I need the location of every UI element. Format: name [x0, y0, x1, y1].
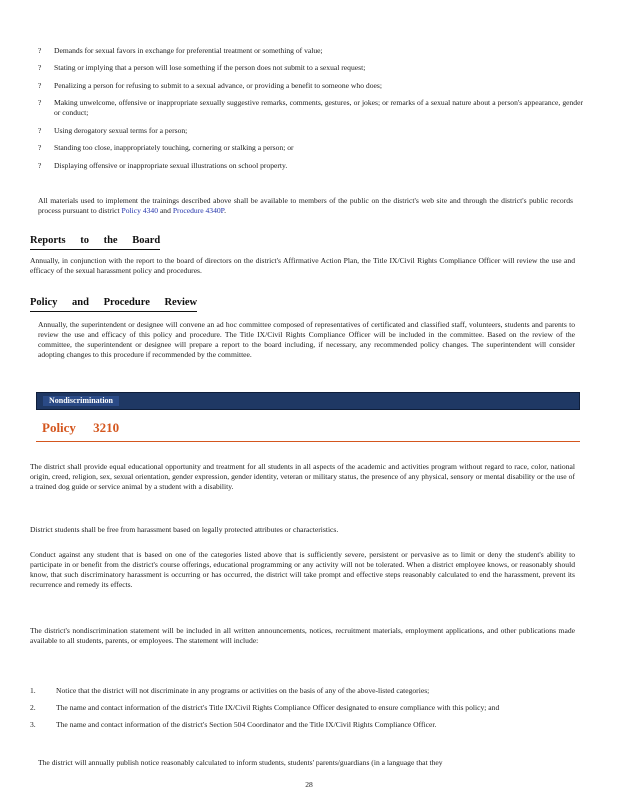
- harassment-examples-list: [38, 46, 583, 178]
- bullet-marker: ?: [38, 125, 42, 135]
- bullet-marker: ?: [38, 160, 42, 170]
- list-item: 2. The name and contact information of the district's Title IX/Civil Rights Compliance Officer designated to ensure compliance with this policy; and: [30, 702, 500, 712]
- item-number: 1.: [30, 686, 36, 695]
- section-banner: [36, 392, 580, 410]
- review-paragraph: Annually, the superintendent or designee will convene an ad hoc committee composed of representatives of certificated and classified staff, volunteers, students and parents to review the use and efficacy of this policy and procedure. The Title IX/Civil Rights Compliance Officer will be included in the committee. Based on the review of the committee, the superintendent or designee will prepare a report to the board including, if necessary, any recommended policy changes. The superintendent will consider adopting changes to this procedure if recommended by the committee.: [38, 320, 575, 359]
- bullet-marker: ?: [38, 46, 42, 55]
- item-number: 2.: [30, 702, 36, 712]
- reports-heading: Reports to the Board: [30, 234, 160, 250]
- list-item: 1. Notice that the district will not discriminate in any programs or activities on the basis of any of the above-listed categories;: [30, 686, 430, 695]
- list-item: ? Stating or implying that a person will lose something if the person does not submit to a sexual request;: [38, 63, 366, 73]
- bullet-marker: ?: [38, 98, 42, 108]
- reports-paragraph: Annually, in conjunction with the report to the board of directors on the district's Affirmative Action Plan, the Title IX/Civil Rights Compliance Officer will review the use and efficacy of the sexual harassment policy and procedures.: [30, 256, 575, 275]
- banner-label: Nondiscrimination: [43, 396, 119, 406]
- list-item: ? Making unwelcome, offensive or inappropriate sexually suggestive remarks, comments, gestures, or jokes; or remarks of a sexual nature about a person's appearance, gender or conduct;: [38, 98, 583, 118]
- conduct-paragraph: Conduct against any student that is based on one of the categories listed above that is sufficiently severe, persistent or pervasive as to limit or deny the student's ability to participate in or benefit from the district's course offerings, educational programming or any activity will not be tolerated. When a district employee knows, or reasonably should know, that such discriminatory harassment is occurring or has occurred, the district will take prompt and effective steps reasonably calculated to end the harassment, prevent its recurrence and remedy its effects.: [30, 550, 575, 589]
- page-number: 28: [305, 780, 313, 789]
- training-materials-paragraph: All materials used to implement the trainings described above shall be available to members of the public on the district's web site and through the district's public records process pursuant to district Policy 4340 and Procedure 4340P.: [38, 196, 573, 215]
- statement-paragraph: The district's nondiscrimination statement will be included in all written announcements, notices, recruitment materials, employment applications, and other publications made available to all students, parents, or employees. The statement will include:: [30, 626, 575, 645]
- statement-items-list: [30, 686, 575, 737]
- policy-4340-link[interactable]: Policy 4340: [121, 205, 159, 215]
- bullet-marker: ?: [38, 143, 42, 153]
- bullet-marker: ?: [38, 63, 42, 73]
- list-item: ? Displaying offensive or inappropriate sexual illustrations on school property.: [38, 160, 288, 170]
- item-number: 3.: [30, 719, 36, 729]
- list-item: ? Penalizing a person for refusing to submit to a sexual advance, or providing a benefit to someone who does;: [38, 80, 382, 90]
- list-item: ? Using derogatory sexual terms for a person;: [38, 125, 188, 135]
- list-item: ? Demands for sexual favors in exchange for preferential treatment or something of value;: [38, 46, 323, 55]
- closing-paragraph: The district will annually publish notice reasonably calculated to inform students, students' parents/guardians (in a language that they: [38, 758, 443, 767]
- policy-title: Policy 3210: [42, 420, 120, 435]
- equal-opportunity-paragraph: The district shall provide equal educational opportunity and treatment for all students in all aspects of the academic and activities program without regard to race, color, national origin, creed, religion, sex, sexual orientation, gender expression, gender identity, veteran or military status, the presence of any physical, sensory or mental disability or the use of a trained dog guide or service animal by a student with a disability.: [30, 462, 575, 491]
- harassment-free-paragraph: District students shall be free from harassment based on legally protected attributes or characteristics.: [30, 525, 339, 534]
- review-heading: Policy and Procedure Review: [30, 296, 197, 312]
- policy-divider: [36, 441, 580, 442]
- list-item: 3. The name and contact information of the district's Section 504 Coordinator and the Title IX/Civil Rights Compliance Officer.: [30, 719, 437, 729]
- procedure-4340p-link[interactable]: Procedure 4340P: [172, 205, 225, 215]
- bullet-marker: ?: [38, 80, 42, 90]
- list-item: ? Standing too close, inappropriately touching, cornering or stalking a person; or: [38, 143, 294, 153]
